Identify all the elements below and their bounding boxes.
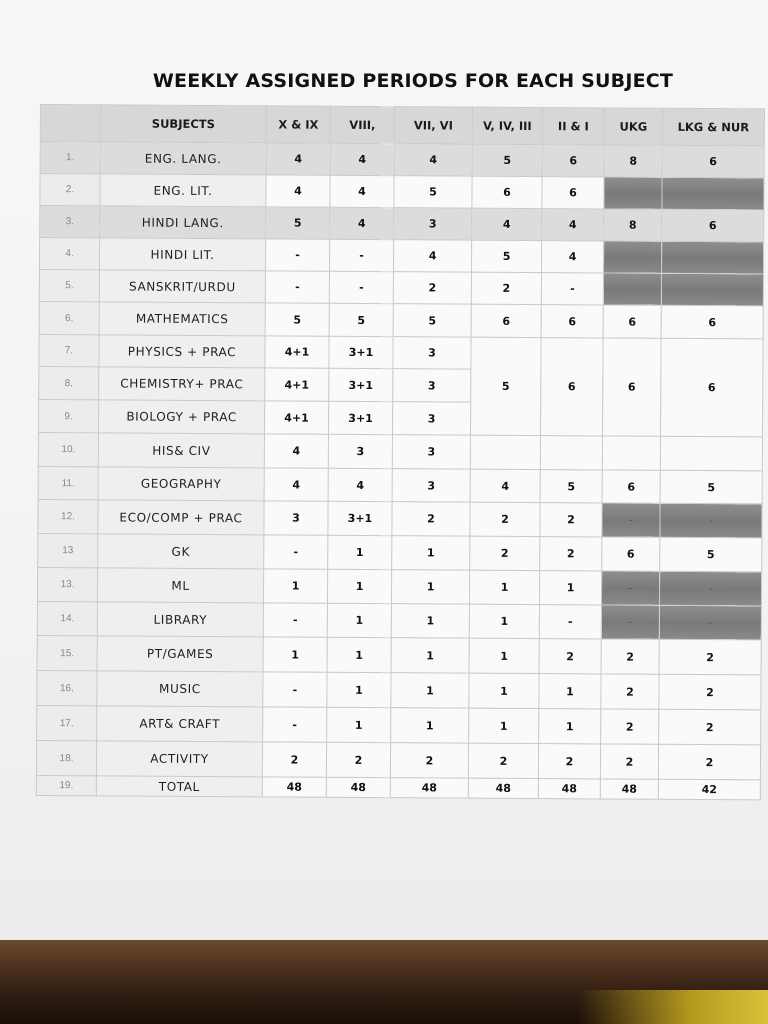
subject-name: SANSKRIT/URDU bbox=[99, 270, 265, 303]
subject-name: HINDI LANG. bbox=[100, 206, 266, 239]
cell-viii: 48 bbox=[326, 777, 390, 797]
header-vii-vi: VII, VI bbox=[394, 107, 472, 144]
cell-ukg: 2 bbox=[601, 639, 659, 674]
cell-ii-i: 6 bbox=[542, 145, 604, 177]
row-number: 3. bbox=[40, 206, 100, 238]
cell-ii-i: - bbox=[541, 273, 603, 305]
cell-ukg bbox=[603, 273, 661, 305]
cell-ukg: 8 bbox=[604, 145, 662, 177]
cell-ukg: 6 bbox=[602, 537, 660, 571]
cell-ii-i: 2 bbox=[539, 639, 601, 674]
table-row bbox=[37, 670, 761, 709]
header-ii-i: II & I bbox=[542, 108, 604, 145]
cell-x-ix: 4 bbox=[266, 143, 330, 175]
cell-lkg-nur: - bbox=[659, 605, 761, 640]
cell-vii-vi: 3 bbox=[393, 337, 471, 369]
subject-name: MATHEMATICS bbox=[99, 302, 265, 336]
cell-ukg: - bbox=[601, 605, 659, 639]
subject-name: GEOGRAPHY bbox=[98, 467, 264, 501]
cell-ii-i: 48 bbox=[538, 779, 600, 799]
cell-viii: 3+1 bbox=[329, 336, 393, 368]
subject-name: ECO/COMP + PRAC bbox=[98, 500, 264, 535]
cell-vii-vi: 5 bbox=[393, 304, 471, 337]
subject-name: PT/GAMES bbox=[97, 636, 263, 672]
subject-name: ENG. LIT. bbox=[100, 174, 266, 207]
empty-cell bbox=[540, 436, 602, 470]
cell-v-iv-iii: 5 bbox=[470, 337, 541, 435]
cell-viii: 1 bbox=[327, 603, 391, 637]
row-number: 8. bbox=[39, 366, 99, 399]
cell-v-iv-iii: 4 bbox=[470, 469, 540, 502]
page-title: WEEKLY ASSIGNED PERIODS FOR EACH SUBJECT bbox=[152, 70, 674, 92]
table-row bbox=[39, 269, 763, 305]
cell-viii: 3+1 bbox=[328, 401, 392, 434]
subject-name: GK bbox=[98, 534, 264, 569]
cell-ii-i: 5 bbox=[540, 470, 602, 503]
cell-lkg-nur: 6 bbox=[662, 209, 764, 242]
row-number: 10. bbox=[38, 432, 98, 466]
cell-x-ix: 4 bbox=[266, 175, 330, 207]
cell-lkg-nur: 6 bbox=[660, 338, 763, 437]
cell-ii-i: 1 bbox=[539, 571, 601, 605]
cell-viii: 1 bbox=[328, 535, 392, 569]
cell-v-iv-iii: 2 bbox=[468, 743, 538, 778]
cell-x-ix: 3 bbox=[264, 501, 328, 535]
cell-ii-i: 2 bbox=[540, 537, 602, 571]
subject-name: ACTIVITY bbox=[96, 741, 262, 777]
table-header-row bbox=[40, 105, 764, 146]
table-row bbox=[40, 142, 764, 178]
row-number: 16. bbox=[37, 670, 97, 705]
cell-vii-vi: 3 bbox=[393, 369, 471, 402]
cell-x-ix: - bbox=[263, 672, 327, 707]
cell-viii: 1 bbox=[327, 569, 391, 603]
cell-lkg-nur: 5 bbox=[660, 470, 762, 504]
cell-ukg: 2 bbox=[600, 744, 658, 779]
cell-v-iv-iii: 1 bbox=[469, 638, 539, 673]
cell-v-iv-iii: 2 bbox=[470, 502, 540, 536]
row-number: 4. bbox=[39, 238, 99, 270]
header-viii: VIII, bbox=[330, 106, 394, 143]
table-row bbox=[40, 206, 764, 242]
table-row bbox=[37, 635, 761, 674]
row-number: 1. bbox=[40, 142, 100, 174]
cell-x-ix: 4+1 bbox=[265, 368, 329, 401]
table-row bbox=[39, 334, 763, 370]
cell-v-iv-iii: 1 bbox=[469, 570, 539, 604]
cell-v-iv-iii: 48 bbox=[468, 778, 538, 798]
subject-name: ENG. LANG. bbox=[100, 142, 266, 175]
cell-viii: 4 bbox=[330, 175, 394, 207]
cell-ii-i: 1 bbox=[539, 709, 601, 744]
cell-ukg: 2 bbox=[601, 674, 659, 709]
cell-ukg bbox=[603, 241, 661, 273]
cell-vii-vi: 4 bbox=[393, 240, 471, 272]
row-number: 14. bbox=[37, 601, 97, 635]
cell-ukg: - bbox=[601, 571, 659, 605]
cell-x-ix: 4+1 bbox=[264, 401, 328, 434]
cell-v-iv-iii: 4 bbox=[472, 208, 542, 240]
table-row bbox=[36, 775, 760, 799]
cell-v-iv-iii: 1 bbox=[469, 673, 539, 708]
cell-viii: 2 bbox=[326, 742, 390, 777]
cell-ukg: - bbox=[602, 503, 660, 537]
cell-x-ix: 4+1 bbox=[265, 336, 329, 368]
subject-name: ML bbox=[97, 568, 263, 603]
cell-vii-vi: 3 bbox=[392, 469, 470, 502]
subject-name: LIBRARY bbox=[97, 602, 263, 637]
row-number: 18. bbox=[36, 740, 96, 775]
cell-lkg-nur: 6 bbox=[662, 145, 764, 178]
cell-viii: - bbox=[329, 239, 393, 271]
cell-lkg-nur bbox=[661, 241, 763, 274]
cell-ii-i: 2 bbox=[540, 503, 602, 537]
cell-lkg-nur bbox=[661, 273, 763, 306]
subject-name: HIS& CIV bbox=[98, 433, 264, 468]
cell-v-iv-iii: 6 bbox=[472, 176, 542, 208]
cell-lkg-nur bbox=[662, 177, 764, 210]
cell-lkg-nur: 2 bbox=[659, 639, 761, 675]
table-row bbox=[37, 567, 761, 605]
row-number: 12. bbox=[38, 499, 98, 533]
row-number: 19. bbox=[36, 775, 96, 795]
header-v-iv-iii: V, IV, III bbox=[472, 107, 542, 144]
cell-v-iv-iii: 2 bbox=[470, 536, 540, 570]
cell-ukg: 48 bbox=[600, 779, 658, 799]
empty-cell bbox=[470, 435, 540, 469]
subject-name: BIOLOGY + PRAC bbox=[98, 400, 264, 434]
cell-vii-vi: 1 bbox=[391, 638, 469, 673]
row-number: 13. bbox=[37, 567, 97, 601]
cell-vii-vi: 1 bbox=[391, 673, 469, 708]
subject-name: CHEMISTRY+ PRAC bbox=[99, 367, 265, 401]
table-row bbox=[39, 301, 763, 338]
cell-ii-i: - bbox=[539, 605, 601, 639]
periods-table bbox=[36, 104, 765, 800]
cell-vii-vi: 1 bbox=[391, 570, 469, 604]
cell-viii: 5 bbox=[329, 303, 393, 336]
cell-ukg bbox=[604, 177, 662, 209]
cell-vii-vi: 3 bbox=[392, 402, 470, 435]
cell-viii: 1 bbox=[327, 637, 391, 672]
cell-ukg: 2 bbox=[601, 709, 659, 744]
row-number: 5. bbox=[39, 269, 99, 301]
table-row bbox=[38, 466, 762, 503]
cell-vii-vi: 1 bbox=[392, 536, 470, 570]
cell-lkg-nur: 2 bbox=[658, 744, 760, 780]
empty-cell bbox=[660, 436, 762, 471]
header-x-ix: X & IX bbox=[266, 106, 330, 143]
cell-ii-i: 1 bbox=[539, 674, 601, 709]
header-ukg: UKG bbox=[604, 108, 662, 145]
cell-x-ix: 48 bbox=[262, 777, 326, 797]
table-row bbox=[39, 238, 763, 274]
cell-x-ix: 5 bbox=[265, 303, 329, 336]
row-number: 11. bbox=[38, 466, 98, 499]
cell-vii-vi: 3 bbox=[392, 435, 470, 469]
cell-viii: 4 bbox=[330, 207, 394, 239]
subject-name: MUSIC bbox=[97, 671, 263, 707]
cell-v-iv-iii: 1 bbox=[469, 708, 539, 743]
subject-name: HINDI LIT. bbox=[99, 238, 265, 271]
cell-ukg: 6 bbox=[602, 338, 661, 436]
row-number: 13 bbox=[38, 533, 98, 567]
row-number: 15. bbox=[37, 635, 97, 670]
cell-lkg-nur: 42 bbox=[658, 779, 760, 800]
header-sno bbox=[40, 105, 100, 142]
cell-viii: - bbox=[329, 271, 393, 303]
cell-x-ix: - bbox=[265, 271, 329, 303]
table-row bbox=[37, 705, 761, 744]
cell-lkg-nur: 2 bbox=[659, 674, 761, 710]
cell-vii-vi: 1 bbox=[391, 604, 469, 638]
row-number: 9. bbox=[38, 399, 98, 432]
cell-v-iv-iii: 6 bbox=[471, 304, 541, 337]
cell-viii: 4 bbox=[328, 468, 392, 501]
cell-ukg: 6 bbox=[602, 470, 660, 503]
table-row bbox=[38, 432, 762, 470]
cell-x-ix: - bbox=[263, 603, 327, 637]
cell-x-ix: - bbox=[263, 707, 327, 742]
cell-vii-vi: 3 bbox=[394, 208, 472, 240]
cell-ii-i: 6 bbox=[542, 177, 604, 209]
cell-viii: 1 bbox=[327, 707, 391, 742]
cell-v-iv-iii: 2 bbox=[471, 272, 541, 304]
table-row bbox=[40, 174, 764, 210]
subject-name: PHYSICS + PRAC bbox=[99, 335, 265, 368]
cell-ii-i: 4 bbox=[541, 241, 603, 273]
desk-highlight bbox=[578, 990, 768, 1024]
cell-ukg: 8 bbox=[604, 209, 662, 241]
cell-vii-vi: 2 bbox=[390, 743, 468, 778]
cell-vii-vi: 48 bbox=[390, 778, 468, 798]
cell-x-ix: 2 bbox=[262, 742, 326, 777]
row-number: 7. bbox=[39, 334, 99, 366]
cell-x-ix: 1 bbox=[263, 637, 327, 672]
cell-ii-i: 2 bbox=[538, 744, 600, 779]
cell-ii-i: 6 bbox=[540, 338, 603, 436]
cell-lkg-nur: - bbox=[659, 571, 761, 606]
cell-viii: 3+1 bbox=[328, 501, 392, 535]
header-lkg-nur: LKG & NUR bbox=[662, 108, 764, 146]
cell-lkg-nur: - bbox=[660, 503, 762, 538]
cell-viii: 3 bbox=[328, 434, 392, 468]
cell-lkg-nur: 6 bbox=[661, 305, 763, 339]
cell-x-ix: 4 bbox=[264, 468, 328, 501]
cell-viii: 1 bbox=[327, 672, 391, 707]
cell-vii-vi: 2 bbox=[393, 272, 471, 304]
table-row bbox=[36, 740, 760, 779]
subject-name: TOTAL bbox=[96, 776, 262, 797]
cell-vii-vi: 4 bbox=[394, 144, 472, 176]
cell-viii: 3+1 bbox=[329, 368, 393, 401]
cell-x-ix: 1 bbox=[263, 569, 327, 603]
table-row bbox=[38, 499, 762, 537]
row-number: 17. bbox=[37, 705, 97, 740]
row-number: 6. bbox=[39, 301, 99, 334]
cell-ii-i: 6 bbox=[541, 305, 603, 338]
cell-vii-vi: 2 bbox=[392, 502, 470, 536]
empty-cell bbox=[602, 436, 660, 470]
subject-name: ART& CRAFT bbox=[97, 706, 263, 742]
table-row bbox=[37, 601, 761, 639]
row-number: 2. bbox=[40, 174, 100, 206]
cell-x-ix: 5 bbox=[266, 207, 330, 239]
cell-x-ix: - bbox=[264, 535, 328, 569]
cell-viii: 4 bbox=[330, 143, 394, 175]
cell-lkg-nur: 5 bbox=[660, 537, 762, 572]
cell-v-iv-iii: 1 bbox=[469, 604, 539, 638]
table-row bbox=[38, 533, 762, 571]
cell-x-ix: - bbox=[265, 239, 329, 271]
cell-lkg-nur: 2 bbox=[659, 709, 761, 745]
cell-vii-vi: 5 bbox=[394, 176, 472, 208]
cell-v-iv-iii: 5 bbox=[472, 144, 542, 176]
cell-v-iv-iii: 5 bbox=[471, 240, 541, 272]
header-subjects: SUBJECTS bbox=[100, 105, 266, 143]
cell-ukg: 6 bbox=[603, 305, 661, 338]
cell-ii-i: 4 bbox=[542, 209, 604, 241]
cell-vii-vi: 1 bbox=[391, 708, 469, 743]
cell-x-ix: 4 bbox=[264, 434, 328, 468]
